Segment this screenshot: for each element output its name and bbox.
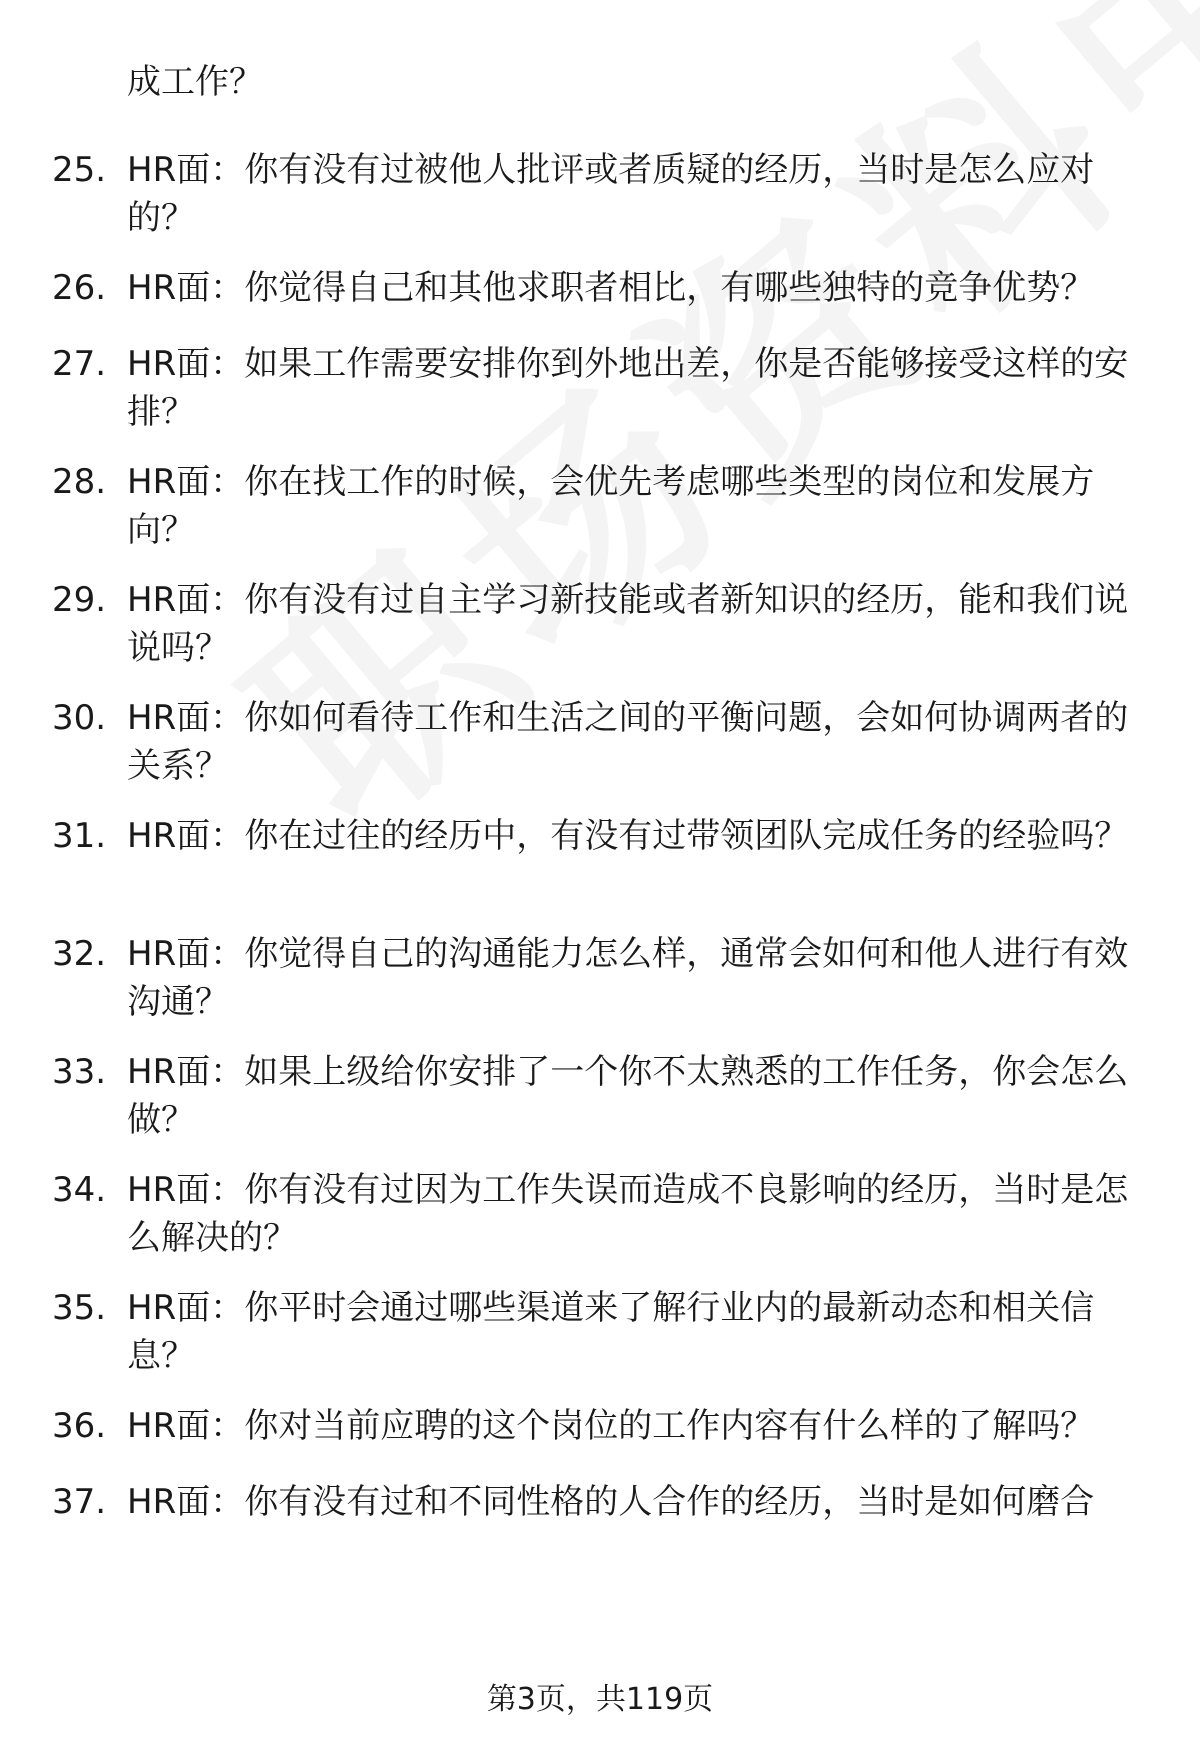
question-number: 28.: [52, 462, 107, 502]
question-text: HR面：你有没有过被他人批评或者质疑的经历，当时是怎么应对的？: [127, 150, 1095, 238]
question-item: [0, 1478, 1200, 1538]
question-text: HR面：如果上级给你安排了一个你不太熟悉的工作任务，你会怎么做？: [127, 1052, 1129, 1140]
question-number: 25.: [52, 150, 107, 190]
question-text: HR面：你有没有过自主学习新技能或者新知识的经历，能和我们说说吗？: [127, 580, 1129, 668]
question-number: 34.: [52, 1170, 107, 1210]
question-number: 26.: [52, 268, 107, 308]
page-footer: 第3页，共119页: [486, 1682, 714, 1717]
question-text: HR面：如果工作需要安排你到外地出差，你是否能够接受这样的安排？: [127, 344, 1129, 432]
question-text: HR面：你在过往的经历中，有没有过带领团队完成任务的经验吗？: [127, 816, 1129, 856]
question-number: 30.: [52, 698, 107, 738]
question-item: [0, 812, 1200, 930]
question-number: 32.: [52, 934, 107, 974]
question-number: 31.: [52, 816, 107, 856]
question-item: [0, 340, 1200, 458]
question-item: [0, 930, 1200, 1048]
question-text: HR面：你平时会通过哪些渠道来了解行业内的最新动态和相关信息？: [127, 1288, 1095, 1376]
continuation-text: 成工作？: [127, 62, 263, 102]
question-text: HR面：你觉得自己和其他求职者相比，有哪些独特的竞争优势？: [127, 268, 1095, 308]
question-number: 35.: [52, 1288, 107, 1328]
question-item: [0, 1284, 1200, 1402]
question-item: [0, 1402, 1200, 1478]
question-number: 37.: [52, 1482, 107, 1522]
question-text: HR面：你如何看待工作和生活之间的平衡问题，会如何协调两者的关系？: [127, 698, 1129, 786]
question-number: 33.: [52, 1052, 107, 1092]
question-list: [0, 146, 1200, 1538]
question-item: [0, 264, 1200, 340]
question-item: [0, 146, 1200, 264]
question-item: [0, 458, 1200, 576]
question-number: 27.: [52, 344, 107, 384]
question-text: HR面：你对当前应聘的这个岗位的工作内容有什么样的了解吗？: [127, 1406, 1095, 1446]
question-text: HR面：你觉得自己的沟通能力怎么样，通常会如何和他人进行有效沟通？: [127, 934, 1129, 1022]
question-item: [0, 1048, 1200, 1166]
question-item: [0, 694, 1200, 812]
question-number: 36.: [52, 1406, 107, 1446]
question-item: [0, 576, 1200, 694]
question-text: HR面：你在找工作的时候，会优先考虑哪些类型的岗位和发展方向？: [127, 462, 1095, 550]
question-item: [0, 1166, 1200, 1284]
question-text: HR面：你有没有过和不同性格的人合作的经历，当时是如何磨合: [127, 1482, 1095, 1522]
question-text: HR面：你有没有过因为工作失误而造成不良影响的经历，当时是怎么解决的？: [127, 1170, 1129, 1258]
question-number: 29.: [52, 580, 107, 620]
